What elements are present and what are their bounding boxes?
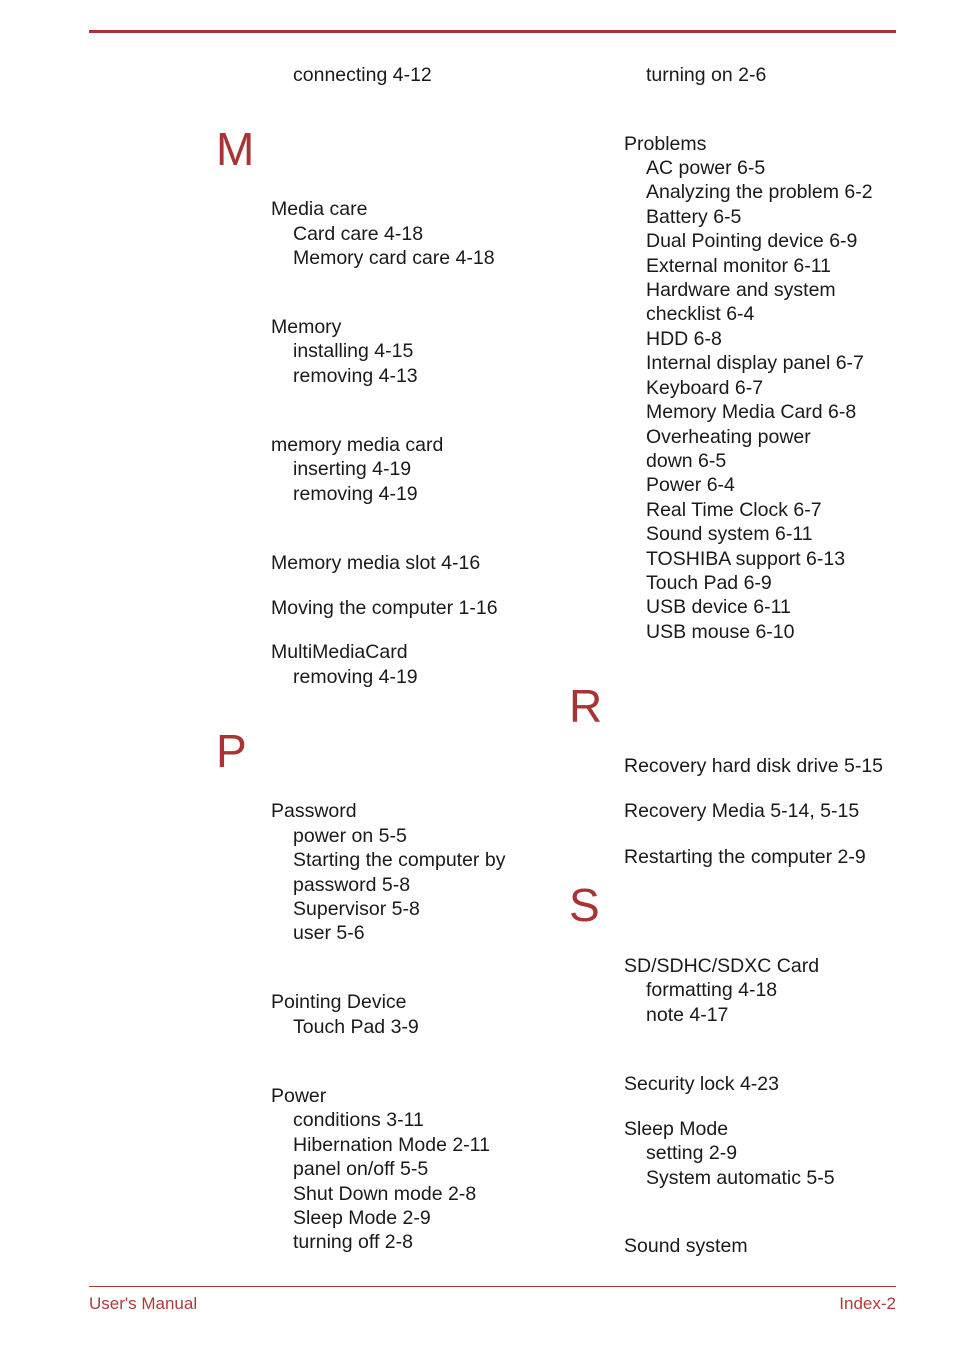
index-subentry: removing 4-13 [293,365,418,387]
section-letter-m: M [216,123,255,175]
index-entry-sound-system: Sound system [624,1235,748,1257]
index-subentry: turning on 2-6 [646,64,767,86]
index-subentry: Touch Pad 3-9 [293,1016,419,1038]
index-subentry: Starting the computer by [293,849,506,871]
index-subentry: power on 5-5 [293,825,407,847]
index-entry-power: Power [271,1085,327,1107]
index-subentry: Sleep Mode 2-9 [293,1207,431,1229]
index-entry-recovery-hdd: Recovery hard disk drive 5-15 [624,755,884,777]
index-entry-sleep-mode: Sleep Mode [624,1118,729,1140]
index-entry-restarting: Restarting the computer 2-9 [624,846,866,868]
index-subentry: USB mouse 6-10 [646,621,795,643]
index-entry-memory-media-slot: Memory media slot 4-16 [271,552,481,574]
index-entry-pointing-device: Pointing Device [271,991,407,1013]
index-subentry: down 6-5 [646,450,727,472]
header-rule [89,30,896,33]
index-subentry: formatting 4-18 [646,979,778,1001]
index-subentry: AC power 6-5 [646,157,766,179]
index-subentry: Hibernation Mode 2-11 [293,1134,490,1156]
footer-manual-title: User's Manual [89,1294,198,1313]
index-subentry: Dual Pointing device 6-9 [646,230,858,252]
index-entry-media-care: Media care [271,198,368,220]
footer-page-number: Index-2 [839,1294,896,1313]
index-subentry: note 4-17 [646,1004,729,1026]
index-subentry: TOSHIBA support 6-13 [646,548,846,570]
index-subentry: Internal display panel 6-7 [646,352,864,374]
index-subentry: removing 4-19 [293,483,418,505]
index-subentry: Sound system 6-11 [646,523,813,545]
index-subentry: USB device 6-11 [646,596,791,618]
index-entry-multimediacard: MultiMediaCard [271,641,408,663]
index-subentry: setting 2-9 [646,1142,738,1164]
index-subentry: Shut Down mode 2-8 [293,1183,477,1205]
index-subentry: Analyzing the problem 6-2 [646,181,873,203]
index-subentry: Power 6-4 [646,474,735,496]
index-subentry: password 5-8 [293,874,411,896]
index-subentry: user 5-6 [293,922,365,944]
index-subentry: HDD 6-8 [646,328,722,350]
index-subentry: External monitor 6-11 [646,255,831,277]
index-subentry: Battery 6-5 [646,206,742,228]
index-subentry: connecting 4-12 [293,64,432,86]
footer-rule [89,1286,896,1287]
index-subentry: Memory card care 4-18 [293,247,495,269]
index-subentry: Keyboard 6-7 [646,377,764,399]
index-entry-memory: Memory [271,316,342,338]
index-subentry: checklist 6-4 [646,303,755,325]
index-subentry: installing 4-15 [293,340,414,362]
index-subentry: inserting 4-19 [293,458,412,480]
index-subentry: turning off 2-8 [293,1231,413,1253]
index-subentry: Supervisor 5-8 [293,898,420,920]
index-subentry: Overheating power [646,426,811,448]
index-entry-problems: Problems [624,133,707,155]
index-subentry: Card care 4-18 [293,223,424,245]
index-entry-password: Password [271,800,357,822]
index-subentry: Touch Pad 6-9 [646,572,772,594]
index-subentry: conditions 3-11 [293,1109,424,1131]
index-entry-recovery-media: Recovery Media 5-14, 5-15 [624,800,860,822]
index-entry-security-lock: Security lock 4-23 [624,1073,779,1095]
section-letter-s: S [569,879,600,931]
index-subentry: removing 4-19 [293,666,418,688]
index-subentry: Hardware and system [646,279,836,301]
section-letter-r: R [569,680,603,732]
index-subentry: Memory Media Card 6-8 [646,401,857,423]
index-entry-sd-card: SD/SDHC/SDXC Card [624,955,820,977]
section-letter-p: P [216,725,247,777]
index-entry-memory-media-card: memory media card [271,434,444,456]
index-subentry: Real Time Clock 6-7 [646,499,822,521]
index-entry-moving-computer: Moving the computer 1-16 [271,597,498,619]
index-subentry: panel on/off 5-5 [293,1158,429,1180]
index-subentry: System automatic 5-5 [646,1167,835,1189]
